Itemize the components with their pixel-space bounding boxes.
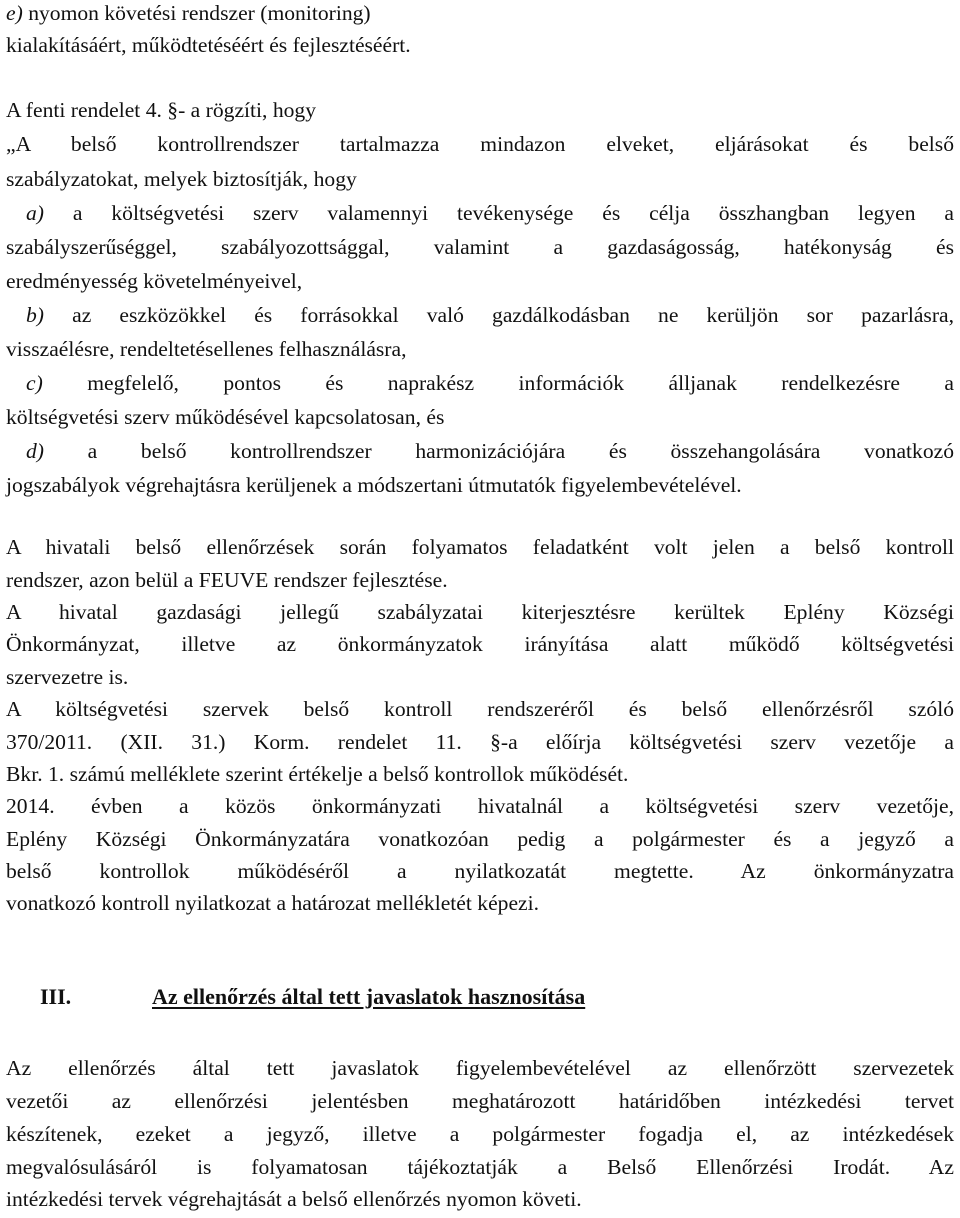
item-b-line-1 <box>6 298 954 332</box>
item-b-line-2: visszaélésre, rendeltetésellenes felhasználásra, <box>6 337 407 361</box>
item-a-text-1: a költségvetési szerv valamennyi tevékenysége és célja összhangban legyen a <box>72 201 954 225</box>
intro-line-1 <box>6 0 954 30</box>
item-d-line-1 <box>6 434 954 468</box>
item-c-line-1 <box>6 366 954 400</box>
paragraph-2-line-3: szervezetre is. <box>6 665 129 689</box>
quote-lead: A fenti rendelet 4. §- a rögzíti, hogy <box>6 98 317 122</box>
item-c-text-1: megfelelő, pontos és naprakész információk álljanak rendelkezésre a <box>87 371 954 395</box>
item-d-line-2: jogszabályok végrehajtásra kerüljenek a módszertani útmutatók figyelembevételével. <box>6 473 742 497</box>
item-label-a: a) <box>26 201 44 225</box>
item-c-line-2: költségvetési szerv működésével kapcsolatosan, és <box>6 405 445 429</box>
paragraph-3-line-2: 370/2011. (XII. 31.) Korm. rendelet 11. §-a előírja költségvetési szerv vezetője a <box>6 730 954 754</box>
item-a-line-1 <box>6 196 954 230</box>
intro-line-2: kialakításáért, működtetéséért és fejlesztéséért. <box>6 33 411 57</box>
paragraph-4-line-4: vonatkozó kontroll nyilatkozat a határozat mellékletét képezi. <box>6 891 540 915</box>
quote-line-2: szabályzatokat, melyek biztosítják, hogy <box>6 167 357 191</box>
item-label-e: e) <box>6 1 23 25</box>
paragraph-2-line-2: Önkormányzat, illetve az önkormányzatok irányítása alatt működő költségvetési <box>6 632 954 656</box>
item-a-line-3: eredményesség követelményeivel, <box>6 269 303 293</box>
closing-line-4: megvalósulásáról is folyamatosan tájékoztatják a Belső Ellenőrzési Irodát. Az <box>6 1155 954 1179</box>
closing-line-3: készítenek, ezeket a jegyző, illetve a polgármester fogadja el, az intézkedések <box>6 1122 954 1146</box>
item-label-c: c) <box>26 371 43 395</box>
item-label-d: d) <box>26 439 44 463</box>
section-number: III. <box>40 984 72 1009</box>
paragraph-4-line-1: 2014. évben a közös önkormányzati hivatalnál a költségvetési szerv vezetője, <box>6 794 954 818</box>
closing-line-2: vezetői az ellenőrzési jelentésben meghatározott határidőben intézkedési tervet <box>6 1089 954 1113</box>
closing-line-5: intézkedési tervek végrehajtását a belső ellenőrzés nyomon követi. <box>6 1187 582 1211</box>
paragraph-4-line-3: belső kontrollok működéséről a nyilatkozatát megtette. Az önkormányzatra <box>6 859 954 883</box>
paragraph-1-line-2: rendszer, azon belül a FEUVE rendszer fejlesztése. <box>6 568 448 592</box>
item-a-line-2: szabályszerűséggel, szabályozottsággal, valamint a gazdaságosság, hatékonyság és <box>6 235 954 259</box>
item-d-text-1: a belső kontrollrendszer harmonizációjára és összehangolására vonatkozó <box>87 439 955 463</box>
paragraph-4-line-2: Eplény Községi Önkormányzatára vonatkozóan pedig a polgármester és a jegyző a <box>6 827 954 851</box>
paragraph-1-line-1: A hivatali belső ellenőrzések során folyamatos feladatként volt jelen a belső kontroll <box>6 535 954 559</box>
quote-line-1: „A belső kontrollrendszer tartalmazza mindazon elveket, eljárásokat és belső <box>6 132 954 156</box>
paragraph-2-line-1: A hivatal gazdasági jellegű szabályzatai kiterjesztésre kerültek Eplény Községi <box>6 600 954 624</box>
intro-text: nyomon követési rendszer (monitoring) <box>28 1 371 25</box>
item-b-text-1: az eszközökkel és forrásokkal való gazdálkodásban ne kerüljön sor pazarlásra, <box>72 303 954 327</box>
item-label-b: b) <box>26 303 44 327</box>
closing-line-1: Az ellenőrzés által tett javaslatok figyelembevételével az ellenőrzött szervezetek <box>6 1056 954 1080</box>
section-title: Az ellenőrzés által tett javaslatok hasznosítása <box>152 984 586 1009</box>
paragraph-3-line-3: Bkr. 1. számú melléklete szerint értékelje a belső kontrollok működését. <box>6 762 629 786</box>
paragraph-3-line-1: A költségvetési szervek belső kontroll rendszeréről és belső ellenőrzésről szóló <box>6 697 954 721</box>
